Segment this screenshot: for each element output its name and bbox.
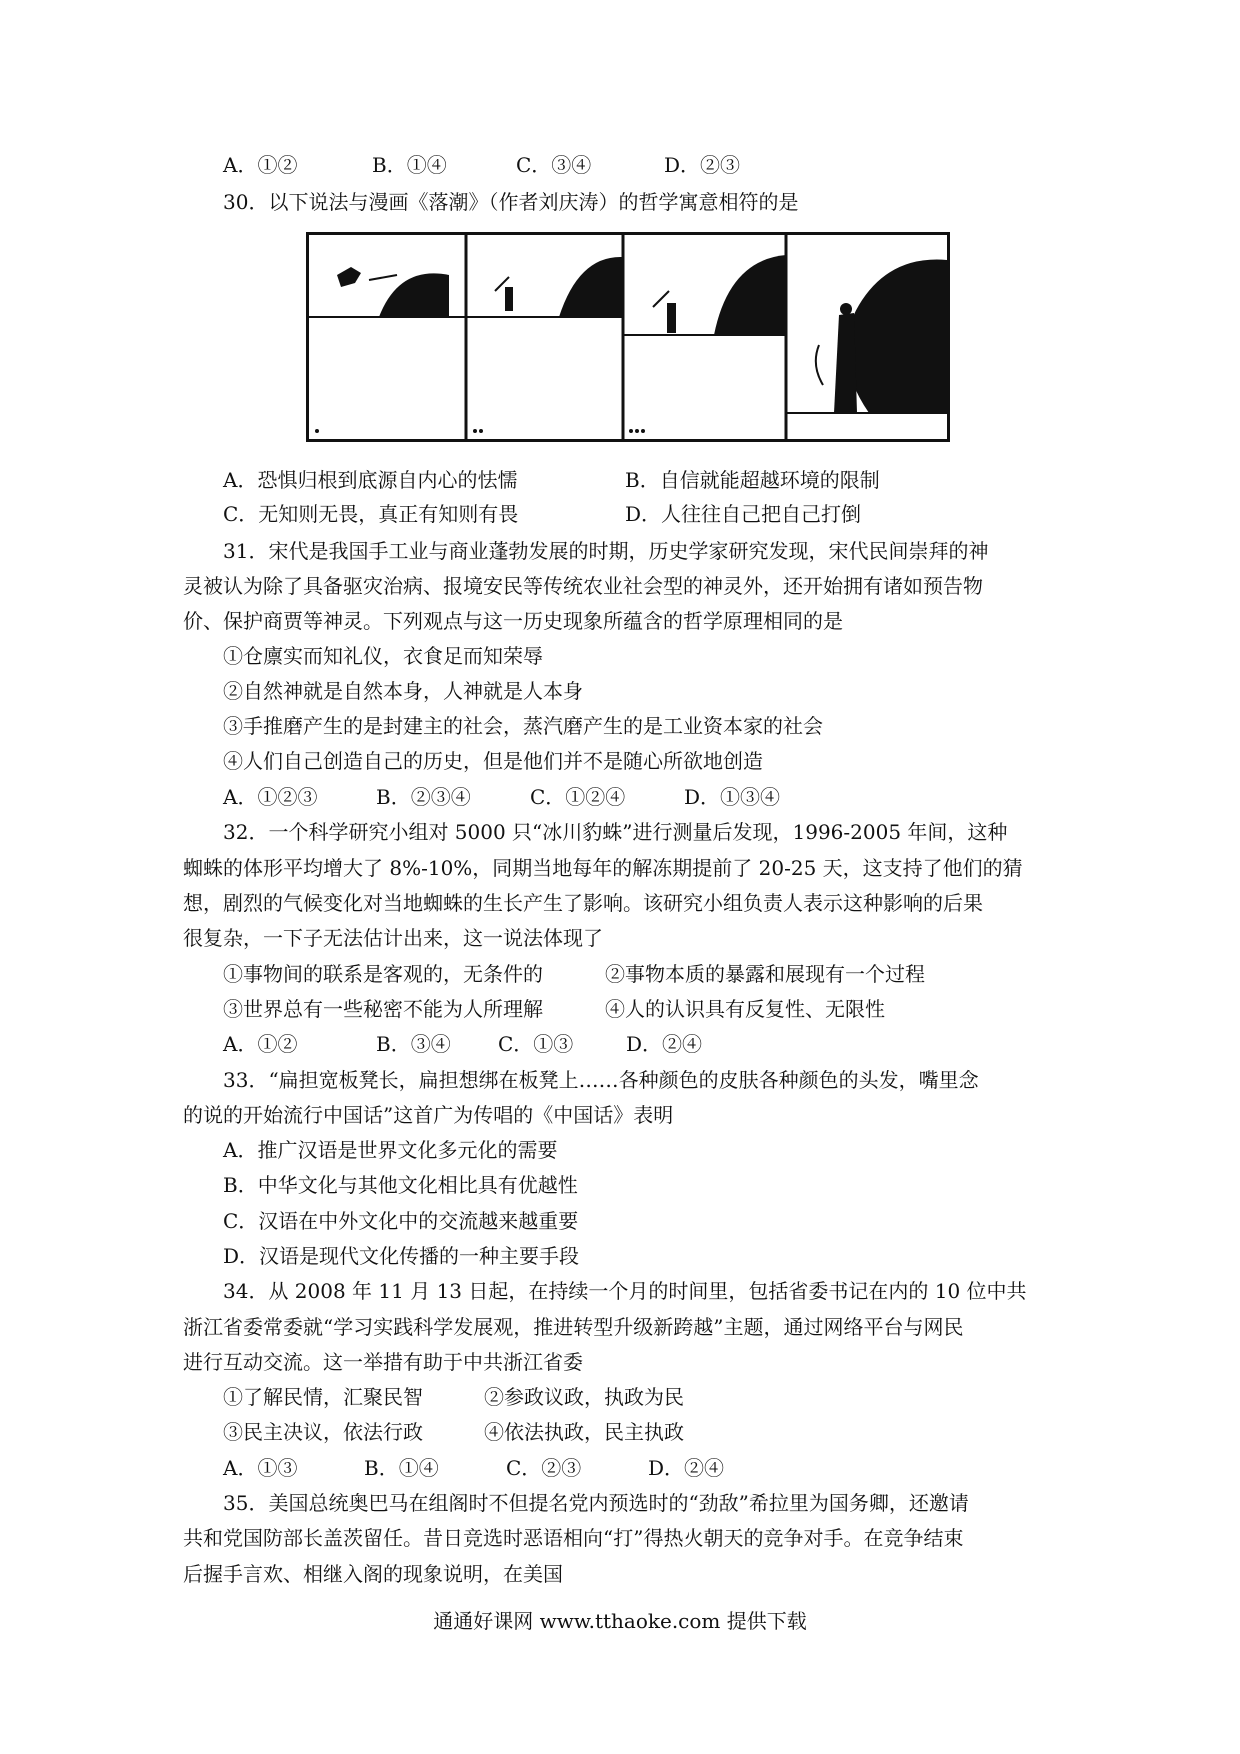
q32-item-1: ①事物间的联系是客观的，无条件的 <box>223 962 543 986</box>
q34-item-2: ②参政议政，执政为民 <box>484 1385 684 1409</box>
q29-option-b: B．①④ <box>372 153 447 177</box>
q31-stem-line-1: 31．宋代是我国手工业与商业蓬勃发展的时期，历史学家研究发现，宋代民间崇拜的神 <box>223 539 989 563</box>
q31-item-3: ③手推磨产生的是封建主的社会，蒸汽磨产生的是工业资本家的社会 <box>223 714 823 738</box>
q30-option-c: C．无知则无畏，真正有知则有畏 <box>223 502 519 526</box>
q31-option-d: D．①③④ <box>684 785 781 809</box>
q31-option-c: C．①②④ <box>530 785 626 809</box>
q34-stem-line-1: 34．从 2008 年 11 月 13 日起，在持续一个月的时间里，包括省委书记在内的 10 位中共 <box>223 1279 1027 1303</box>
q29-option-a: A．①② <box>223 153 298 177</box>
page-footer: 通通好课网 www.tthaoke.com 提供下载 <box>433 1609 807 1633</box>
q32-option-c: C．①③ <box>498 1032 574 1056</box>
q29-option-d: D．②③ <box>664 153 741 177</box>
q34-option-c: C．②③ <box>506 1456 582 1480</box>
q34-option-b: B．①④ <box>364 1456 439 1480</box>
comic-drawing <box>309 235 947 439</box>
q31-item-1: ①仓廪实而知礼仪，衣食足而知荣辱 <box>223 644 543 668</box>
q32-item-3: ③世界总有一些秘密不能为人所理解 <box>223 997 543 1021</box>
q34-option-d: D．②④ <box>648 1456 725 1480</box>
q35-stem-line-1: 35．美国总统奥巴马在组阁时不但提名党内预选时的“劲敌”希拉里为国务卿，还邀请 <box>223 1491 969 1515</box>
q32-stem-line-1: 32．一个科学研究小组对 5000 只“冰川豹蛛”进行测量后发现，1996-2005 年间，这种 <box>223 820 1008 844</box>
q32-option-a: A．①② <box>223 1032 298 1056</box>
q34-option-a: A．①③ <box>223 1456 298 1480</box>
q31-option-a: A．①②③ <box>223 785 318 809</box>
q32-option-b: B．③④ <box>376 1032 451 1056</box>
q35-stem-line-2: 共和党国防部长盖茨留任。昔日竞选时恶语相向“打”得热火朝天的竞争对手。在竞争结束 <box>183 1526 964 1550</box>
q32-item-2: ②事物本质的暴露和展现有一个过程 <box>605 962 925 986</box>
q33-option-d: D．汉语是现代文化传播的一种主要手段 <box>223 1244 580 1268</box>
q32-stem-line-4: 很复杂，一下子无法估计出来，这一说法体现了 <box>183 926 603 950</box>
q33-option-b: B．中华文化与其他文化相比具有优越性 <box>223 1173 578 1197</box>
q34-item-3: ③民主决议，依法行政 <box>223 1420 423 1444</box>
q34-stem-line-2: 浙江省委常委就“学习实践科学发展观，推进转型升级新跨越”主题，通过网络平台与网民 <box>183 1315 964 1339</box>
q32-stem-line-3: 想，剧烈的气候变化对当地蜘蛛的生长产生了影响。该研究小组负责人表示这种影响的后果 <box>183 891 983 915</box>
q34-item-4: ④依法执政，民主执政 <box>484 1420 684 1444</box>
q30-stem: 30．以下说法与漫画《落潮》（作者刘庆涛）的哲学寓意相符的是 <box>223 190 799 214</box>
q33-option-c: C．汉语在中外文化中的交流越来越重要 <box>223 1209 579 1233</box>
q30-option-b: B．自信就能超越环境的限制 <box>625 468 880 492</box>
q33-stem-line-2: 的说的开始流行中国话”这首广为传唱的《中国话》表明 <box>183 1103 674 1127</box>
q31-item-4: ④人们自己创造自己的历史，但是他们并不是随心所欲地创造 <box>223 749 763 773</box>
comic-image <box>306 232 950 442</box>
q29-option-c: C．③④ <box>516 153 592 177</box>
q32-item-4: ④人的认识具有反复性、无限性 <box>605 997 885 1021</box>
q31-item-2: ②自然神就是自然本身，人神就是人本身 <box>223 679 583 703</box>
q32-option-d: D．②④ <box>626 1032 703 1056</box>
q31-option-b: B．②③④ <box>376 785 471 809</box>
q34-stem-line-3: 进行互动交流。这一举措有助于中共浙江省委 <box>183 1350 583 1374</box>
q30-option-d: D．人往往自己把自己打倒 <box>625 502 862 526</box>
q30-option-a: A．恐惧归根到底源自内心的怯懦 <box>223 468 518 492</box>
q32-stem-line-2: 蜘蛛的体形平均增大了 8%-10%，同期当地每年的解冻期提前了 20-25 天，这支持了他们的猜 <box>183 856 1023 880</box>
q35-stem-line-3: 后握手言欢、相继入阁的现象说明，在美国 <box>183 1562 563 1586</box>
q31-stem-line-2: 灵被认为除了具备驱灾治病、报境安民等传统农业社会型的神灵外，还开始拥有诸如预告物 <box>183 574 983 598</box>
q33-stem-line-1: 33．“扁担宽板凳长，扁担想绑在板凳上……各种颜色的皮肤各种颜色的头发，嘴里念 <box>223 1068 979 1092</box>
q31-stem-line-3: 价、保护商贾等神灵。下列观点与这一历史现象所蕴含的哲学原理相同的是 <box>183 609 843 633</box>
q34-item-1: ①了解民情，汇聚民智 <box>223 1385 423 1409</box>
q33-option-a: A．推广汉语是世界文化多元化的需要 <box>223 1138 558 1162</box>
